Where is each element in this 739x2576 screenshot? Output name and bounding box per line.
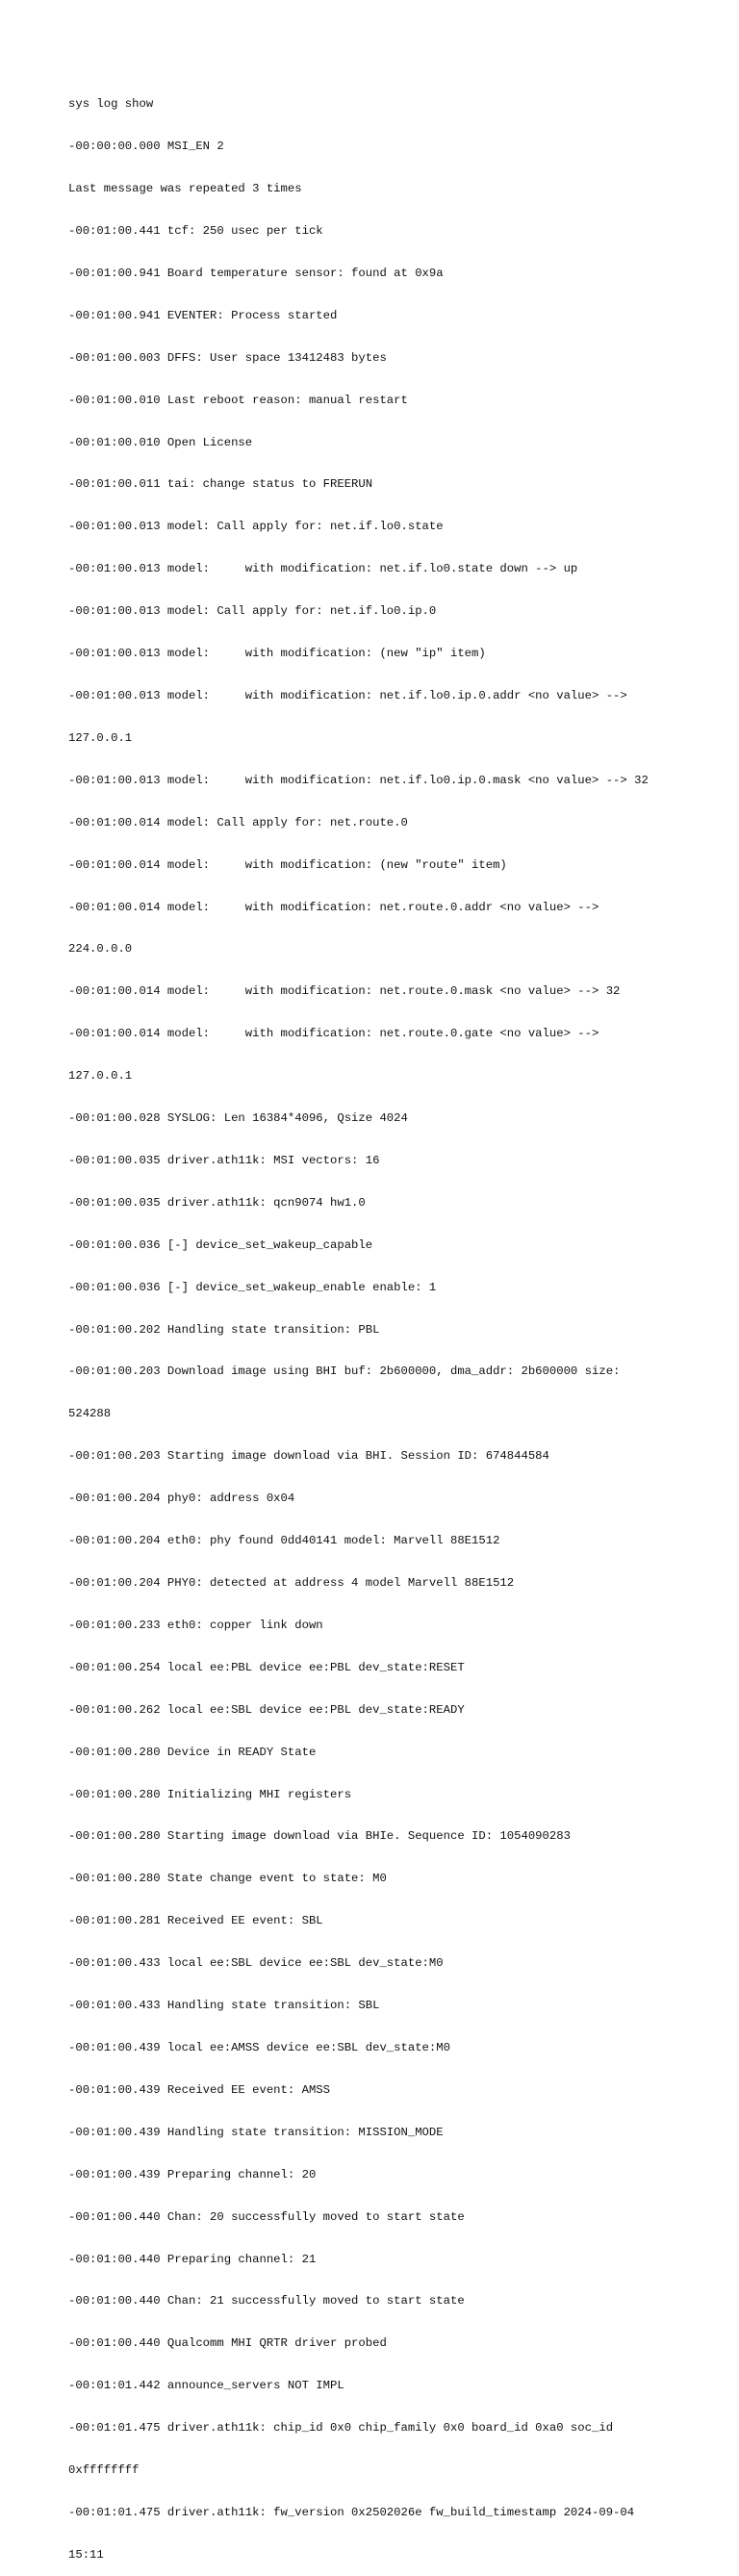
log-line-44: -00:01:00.281 Received EE event: SBL <box>68 1914 323 1928</box>
log-line-7: -00:01:00.003 DFFS: User space 13412483 bytes <box>68 350 387 365</box>
log-line-50: -00:01:00.439 Preparing channel: 20 <box>68 2167 317 2181</box>
log-line-54: -00:01:00.440 Qualcomm MHI QRTR driver probed <box>68 2336 387 2351</box>
log-line-30: -00:01:00.202 Handling state transition: PBL <box>68 1322 380 1337</box>
log-line-33: -00:01:00.203 Starting image download via BHI. Session ID: 674844584 <box>68 1449 549 1464</box>
log-line-13: -00:01:00.013 model: Call apply for: net.if.lo0.ip.0 <box>68 604 437 619</box>
log-line-10: -00:01:00.011 tai: change status to FREERUN <box>68 477 373 492</box>
log-line-29: -00:01:00.036 [-] device_set_wakeup_enable enable: 1 <box>68 1280 437 1294</box>
log-line-51: -00:01:00.440 Chan: 20 successfully moved to start state <box>68 2209 465 2224</box>
log-line-19: -00:01:00.014 model: with modification: (new "route" item) <box>68 857 507 872</box>
log-line-9: -00:01:00.010 Open License <box>68 435 253 449</box>
log-line-39: -00:01:00.262 local ee:SBL device ee:PBL dev_state:READY <box>68 1702 465 1717</box>
log-line-3: Last message was repeated 3 times <box>68 182 302 196</box>
log-line-1: sys log show <box>68 97 154 112</box>
log-line-14: -00:01:00.013 model: with modification: (new "ip" item) <box>68 647 486 661</box>
log-line-32: 524288 <box>68 1407 112 1421</box>
log-line-20: -00:01:00.014 model: with modification: net.route.0.addr <no value> --> <box>68 900 599 914</box>
log-line-18: -00:01:00.014 model: Call apply for: net.route.0 <box>68 815 408 829</box>
log-line-43: -00:01:00.280 State change event to state: M0 <box>68 1872 387 1886</box>
log-line-22: -00:01:00.014 model: with modification: net.route.0.mask <no value> --> 32 <box>68 984 621 999</box>
log-line-6: -00:01:00.941 EVENTER: Process started <box>68 308 338 322</box>
log-line-8: -00:01:00.010 Last reboot reason: manual restart <box>68 393 408 407</box>
log-line-48: -00:01:00.439 Received EE event: AMSS <box>68 2082 330 2097</box>
log-line-46: -00:01:00.433 Handling state transition: SBL <box>68 1999 380 2013</box>
log-line-41: -00:01:00.280 Initializing MHI registers <box>68 1787 352 1801</box>
log-line-26: -00:01:00.035 driver.ath11k: MSI vectors: 16 <box>68 1153 380 1167</box>
log-line-11: -00:01:00.013 model: Call apply for: net.if.lo0.state <box>68 520 444 534</box>
log-line-17: -00:01:00.013 model: with modification: net.if.lo0.ip.0.mask <no value> --> 32 <box>68 773 649 787</box>
log-line-25: -00:01:00.028 SYSLOG: Len 16384*4096, Qsize 4024 <box>68 1111 408 1126</box>
terminal-output <box>68 69 732 2576</box>
log-line-36: -00:01:00.204 PHY0: detected at address 4 model Marvell 88E1512 <box>68 1576 515 1590</box>
log-line-38: -00:01:00.254 local ee:PBL device ee:PBL dev_state:RESET <box>68 1660 465 1674</box>
log-line-5: -00:01:00.941 Board temperature sensor: found at 0x9a <box>68 266 444 280</box>
log-line-21: 224.0.0.0 <box>68 942 133 956</box>
log-line-55: -00:01:01.442 announce_servers NOT IMPL <box>68 2379 344 2393</box>
log-line-49: -00:01:00.439 Handling state transition: MISSION_MODE <box>68 2125 444 2139</box>
log-line-34: -00:01:00.204 phy0: address 0x04 <box>68 1492 295 1506</box>
log-line-37: -00:01:00.233 eth0: copper link down <box>68 1618 323 1632</box>
log-line-24: 127.0.0.1 <box>68 1069 133 1084</box>
log-line-12: -00:01:00.013 model: with modification: net.if.lo0.state down --> up <box>68 562 578 576</box>
log-line-35: -00:01:00.204 eth0: phy found 0dd40141 model: Marvell 88E1512 <box>68 1534 500 1548</box>
log-line-57: 0xffffffff <box>68 2463 140 2478</box>
log-line-4: -00:01:00.441 tcf: 250 usec per tick <box>68 224 323 238</box>
log-line-47: -00:01:00.439 local ee:AMSS device ee:SBL dev_state:M0 <box>68 2040 450 2054</box>
log-line-2: -00:00:00.000 MSI_EN 2 <box>68 140 224 154</box>
log-line-58: -00:01:01.475 driver.ath11k: fw_version 0x2502026e fw_build_timestamp 2024-09-04 <box>68 2505 635 2519</box>
log-line-40: -00:01:00.280 Device in READY State <box>68 1745 317 1759</box>
log-line-28: -00:01:00.036 [-] device_set_wakeup_capable <box>68 1237 373 1252</box>
log-line-59: 15:11 <box>68 2547 104 2562</box>
log-line-23: -00:01:00.014 model: with modification: net.route.0.gate <no value> --> <box>68 1027 599 1041</box>
log-line-42: -00:01:00.280 Starting image download via BHIe. Sequence ID: 1054090283 <box>68 1829 571 1844</box>
log-line-52: -00:01:00.440 Preparing channel: 21 <box>68 2252 317 2266</box>
log-line-56: -00:01:01.475 driver.ath11k: chip_id 0x0 chip_family 0x0 board_id 0xa0 soc_id <box>68 2421 614 2436</box>
log-line-45: -00:01:00.433 local ee:SBL device ee:SBL dev_state:M0 <box>68 1956 444 1971</box>
log-line-27: -00:01:00.035 driver.ath11k: qcn9074 hw1.0 <box>68 1195 366 1210</box>
log-line-53: -00:01:00.440 Chan: 21 successfully moved to start state <box>68 2294 465 2308</box>
log-line-31: -00:01:00.203 Download image using BHI buf: 2b600000, dma_addr: 2b600000 size: <box>68 1365 621 1379</box>
log-line-15: -00:01:00.013 model: with modification: net.if.lo0.ip.0.addr <no value> --> <box>68 688 627 702</box>
log-line-16: 127.0.0.1 <box>68 730 133 745</box>
